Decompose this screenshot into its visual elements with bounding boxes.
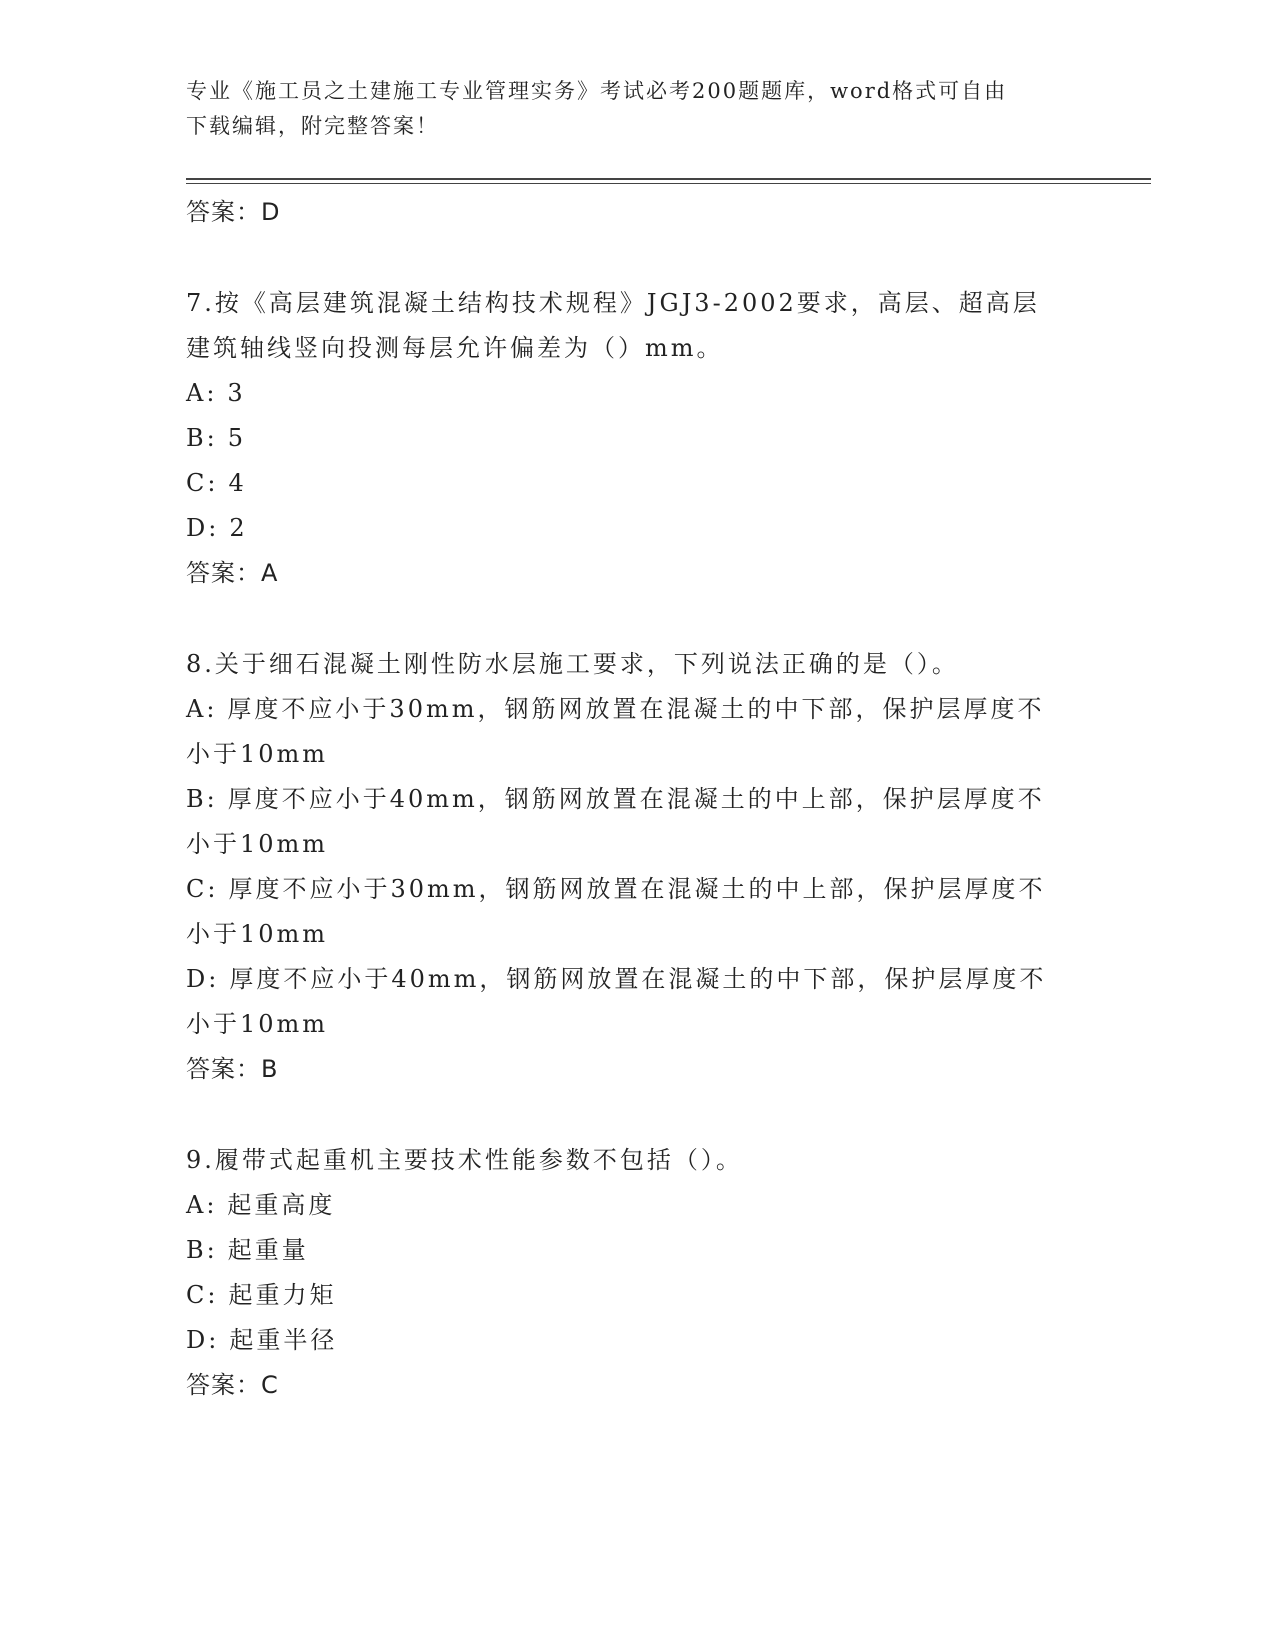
- option-d: [186, 1318, 1086, 1363]
- option-text: 5: [227, 424, 247, 452]
- option-label: D:: [186, 1326, 220, 1354]
- option-text: 4: [228, 469, 247, 497]
- option-text: 起重量: [227, 1236, 309, 1264]
- option-b: [186, 416, 1086, 461]
- option-label: A:: [186, 379, 218, 407]
- option-label: B:: [186, 1236, 218, 1264]
- question-list: [186, 190, 1086, 1408]
- answer: 答案：C: [186, 1371, 279, 1399]
- option-b: [186, 777, 1086, 822]
- previous-answer: 答案：D: [186, 198, 281, 226]
- option-a: [186, 371, 1086, 416]
- option-label: A:: [186, 1191, 218, 1219]
- option-label: C:: [186, 875, 219, 903]
- option-text: 3: [227, 379, 246, 407]
- header-line-2: 下载编辑，附完整答案！: [186, 114, 439, 138]
- option-label: D:: [186, 514, 220, 542]
- question-8: [186, 642, 1086, 1092]
- option-label: B:: [186, 424, 218, 452]
- option-text: 厚度不应小于40mm，钢筋网放置在混凝土的中下部，保护层厚度不: [229, 965, 1047, 993]
- option-label: C:: [186, 469, 219, 497]
- option-text: 厚度不应小于30mm，钢筋网放置在混凝土的中下部，保护层厚度不: [227, 695, 1045, 723]
- header-divider-thin: [186, 183, 1151, 184]
- option-a: [186, 1183, 1086, 1228]
- question-7: [186, 281, 1086, 596]
- option-text: 2: [229, 514, 248, 542]
- question-text-cont: 建筑轴线竖向投测每层允许偏差为（）mm。: [186, 334, 724, 362]
- page-header: [186, 74, 1066, 144]
- option-label: C:: [186, 1281, 219, 1309]
- answer: 答案：B: [186, 1055, 279, 1083]
- option-d: [186, 506, 1086, 551]
- option-label: D:: [186, 965, 220, 993]
- question-text: 9.履带式起重机主要技术性能参数不包括（）。: [186, 1146, 743, 1174]
- option-label: A:: [186, 695, 218, 723]
- question-text: 7.按《高层建筑混凝土结构技术规程》JGJ3-2002要求，高层、超高层: [186, 289, 1040, 317]
- option-label: B:: [186, 785, 218, 813]
- option-text: 厚度不应小于40mm，钢筋网放置在混凝土的中上部，保护层厚度不: [227, 785, 1045, 813]
- option-b: [186, 1228, 1086, 1273]
- option-c: [186, 867, 1086, 912]
- option-c-cont: 小于10mm: [186, 920, 329, 948]
- option-b-cont: 小于10mm: [186, 830, 329, 858]
- answer: 答案：A: [186, 559, 279, 587]
- header-line-1: 专业《施工员之土建施工专业管理实务》考试必考200题题库，word格式可自由: [186, 79, 1008, 103]
- option-text: 起重半径: [229, 1326, 338, 1354]
- option-text: 厚度不应小于30mm，钢筋网放置在混凝土的中上部，保护层厚度不: [228, 875, 1046, 903]
- option-a-cont: 小于10mm: [186, 740, 329, 768]
- option-text: 起重力矩: [228, 1281, 337, 1309]
- option-d-cont: 小于10mm: [186, 1010, 329, 1038]
- option-c: [186, 461, 1086, 506]
- question-9: [186, 1138, 1086, 1408]
- option-text: 起重高度: [227, 1191, 336, 1219]
- question-text: 8.关于细石混凝土刚性防水层施工要求，下列说法正确的是（）。: [186, 650, 959, 678]
- option-d: [186, 957, 1086, 1002]
- option-c: [186, 1273, 1086, 1318]
- option-a: [186, 687, 1086, 732]
- header-divider: [186, 178, 1151, 180]
